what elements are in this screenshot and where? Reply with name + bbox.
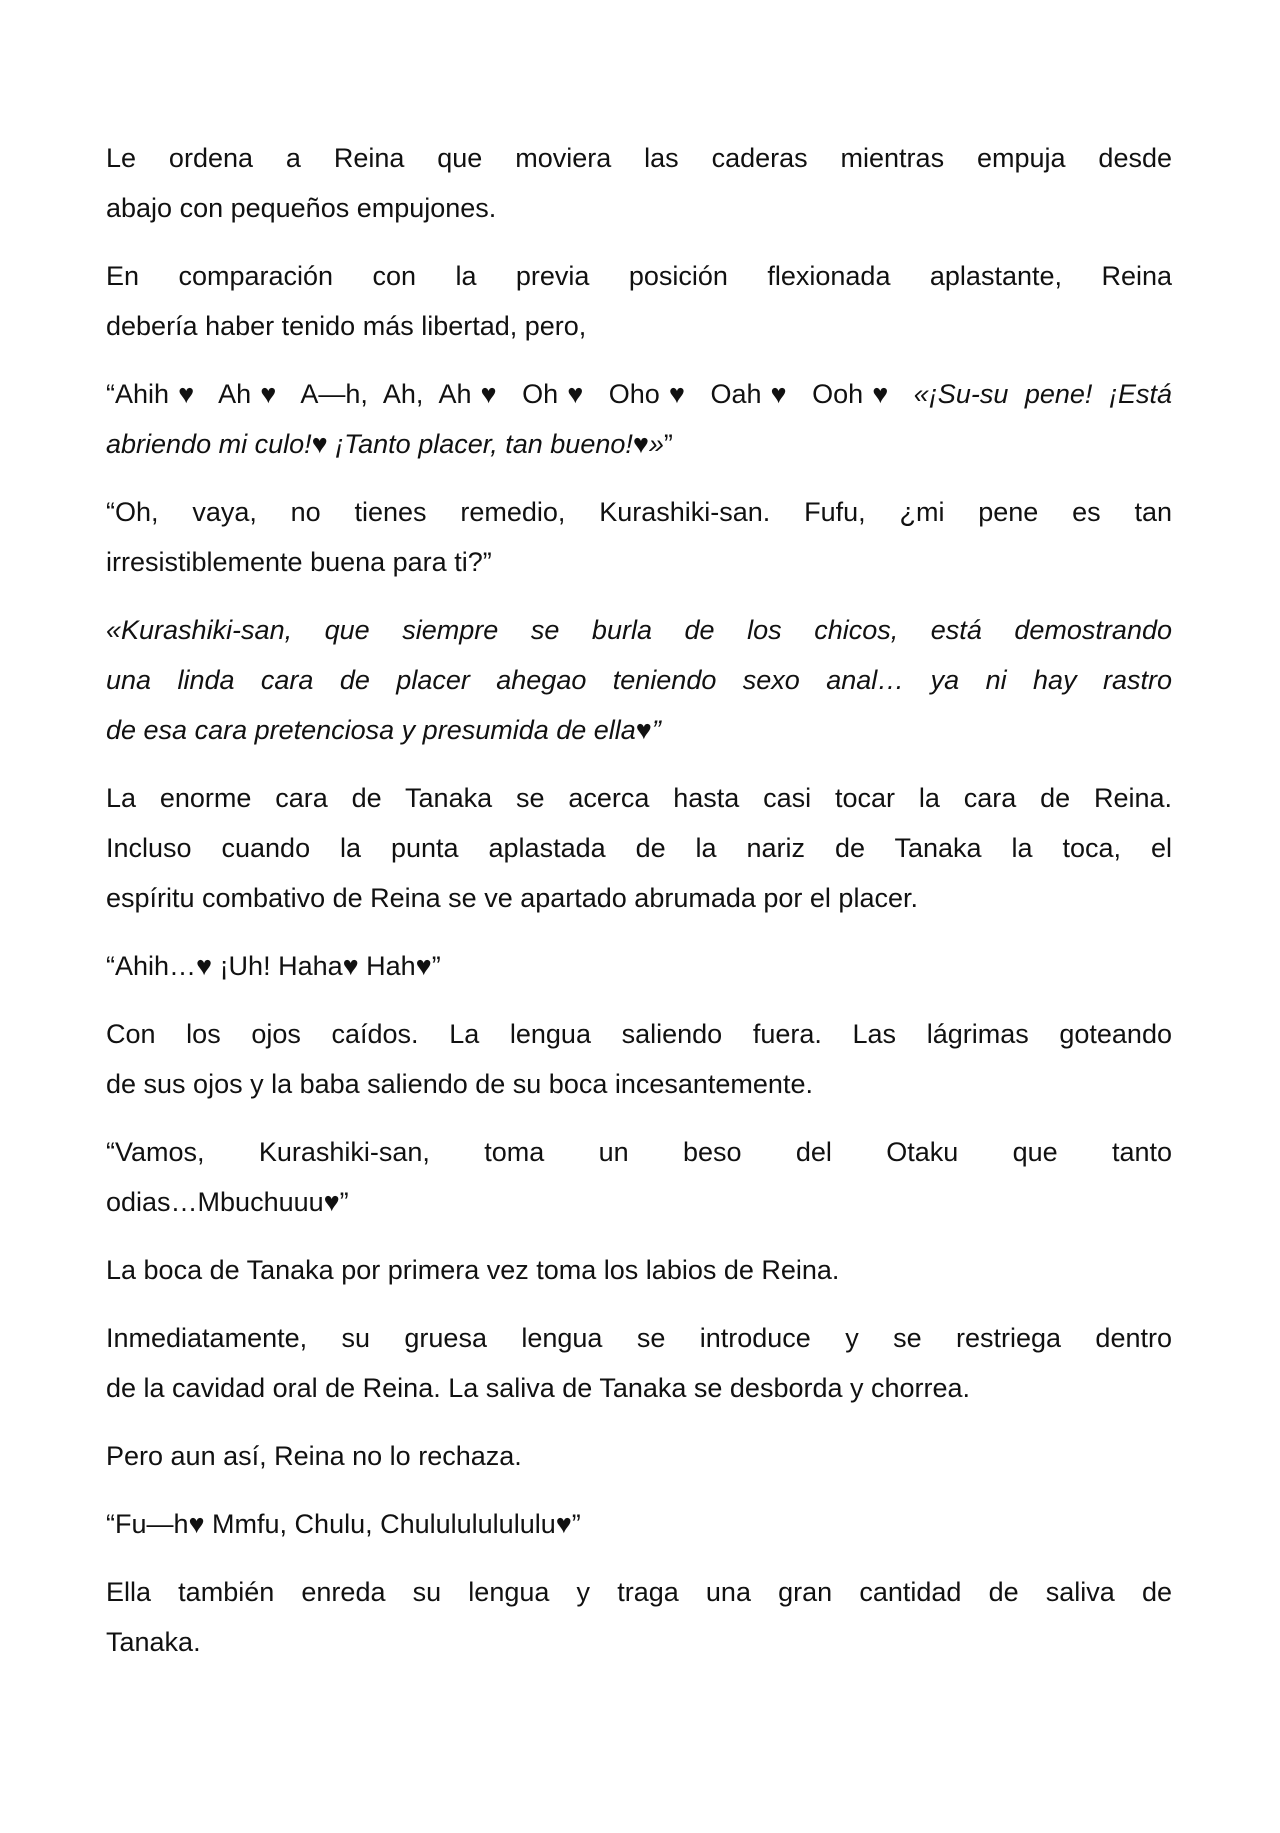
document-page [106,133,1172,1685]
text-line: «Kurashiki-san, que siempre se burla de los chicos, está demostrando [106,615,1172,645]
paragraph [106,1009,1172,1109]
text-line: Con los ojos caídos. La lengua saliendo fuera. Las lágrimas goteando [106,1019,1172,1049]
italic-thought-text: abriendo mi culo!♥ ¡Tanto placer, tan bueno!♥» [106,429,664,459]
text-line: espíritu combativo de Reina se ve apartado abrumada por el placer. [106,883,918,913]
text-line: “Ahih…♥ ¡Uh! Haha♥ Hah♥” [106,951,441,981]
text-line: En comparación con la previa posición flexionada aplastante, Reina [106,261,1172,291]
text-line [106,419,1172,469]
dialogue-text: “Ahih♥ Ah♥ A—h, Ah, Ah♥ Oh♥ Oho♥ Oah♥ Ooh♥ [106,379,914,409]
paragraph [106,369,1172,469]
text-line: La enorme cara de Tanaka se acerca hasta casi tocar la cara de Reina. [106,783,1172,813]
paragraph [106,133,1172,233]
text-line: Le ordena a Reina que moviera las caderas mientras empuja desde [106,143,1172,173]
paragraph [106,941,1172,991]
paragraph [106,1499,1172,1549]
paragraph [106,251,1172,351]
paragraph-italic [106,605,1172,755]
paragraph [106,773,1172,923]
closing-quote: ” [663,429,673,459]
text-line: Incluso cuando la punta aplastada de la nariz de Tanaka la toca, el [106,833,1172,863]
text-line: debería haber tenido más libertad, pero, [106,311,587,341]
text-line: odias…Mbuchuuu♥” [106,1187,349,1217]
italic-thought-text: «¡Su-su pene! ¡Está [913,379,1172,409]
text-line: de la cavidad oral de Reina. La saliva de Tanaka se desborda y chorrea. [106,1373,971,1403]
text-line: “Fu—h♥ Mmfu, Chulu, Chululululululu♥” [106,1509,581,1539]
text-line: una linda cara de placer ahegao teniendo sexo anal… ya ni hay rastro [106,665,1172,695]
paragraph [106,1313,1172,1413]
text-line: de esa cara pretenciosa y presumida de ella♥” [106,715,661,745]
text-line: Inmediatamente, su gruesa lengua se introduce y se restriega dentro [106,1323,1172,1353]
paragraph [106,1245,1172,1295]
paragraph [106,1431,1172,1481]
text-line [106,369,1172,419]
text-line: Tanaka. [106,1627,201,1657]
paragraph [106,487,1172,587]
text-line: abajo con pequeños empujones. [106,193,497,223]
text-line: irresistiblemente buena para ti?” [106,547,492,577]
paragraph [106,1567,1172,1667]
text-line: La boca de Tanaka por primera vez toma los labios de Reina. [106,1255,840,1285]
text-line: “Oh, vaya, no tienes remedio, Kurashiki-san. Fufu, ¿mi pene es tan [106,497,1172,527]
text-line: Ella también enreda su lengua y traga una gran cantidad de saliva de [106,1577,1172,1607]
text-line: de sus ojos y la baba saliendo de su boca incesantemente. [106,1069,813,1099]
text-line: “Vamos, Kurashiki-san, toma un beso del Otaku que tanto [106,1137,1172,1167]
text-line: Pero aun así, Reina no lo rechaza. [106,1441,522,1471]
paragraph [106,1127,1172,1227]
